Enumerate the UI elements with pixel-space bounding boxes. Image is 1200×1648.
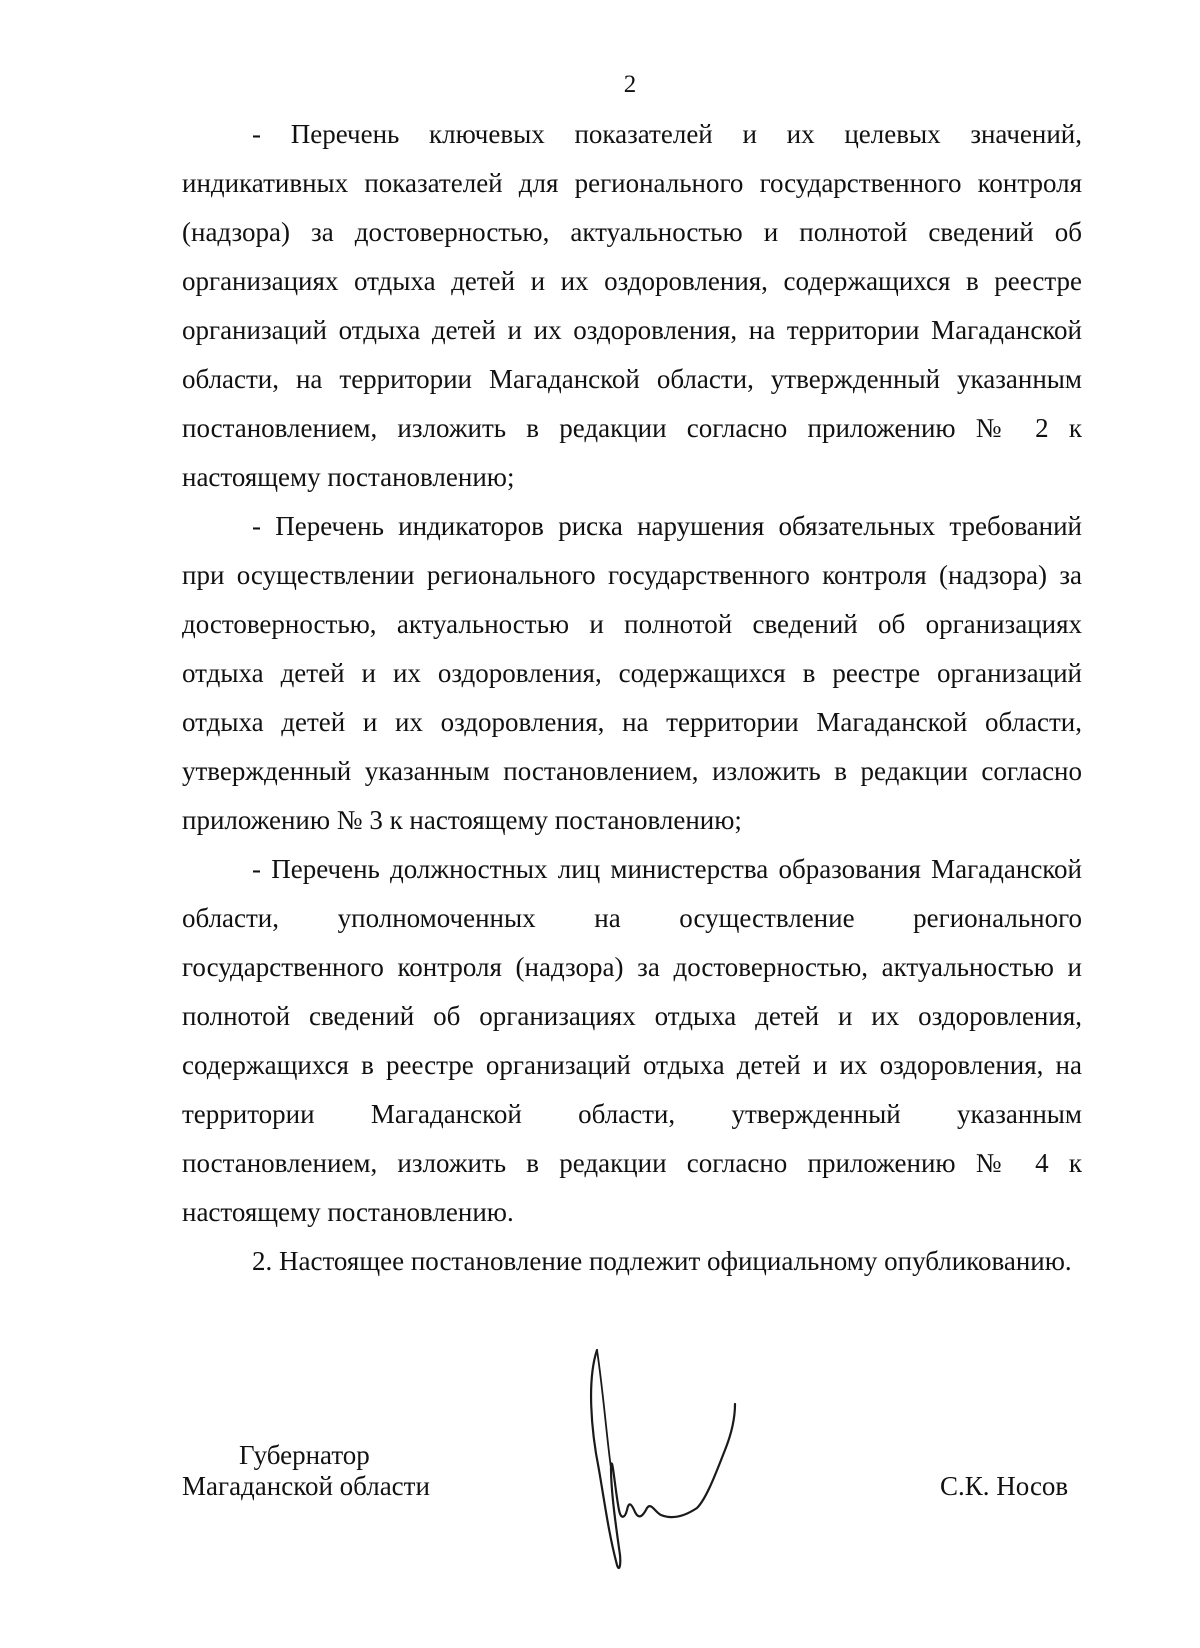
document-body	[182, 110, 1082, 1286]
position-region: Магаданской области	[182, 1471, 430, 1501]
page-number: 2	[623, 71, 637, 98]
paragraph-risk-indicators-list: - Перечень индикаторов риска нарушения обязательных требований при осуществлении регионального государственного контроля (надзора) за достоверностью, актуальностью и полнотой сведений об организациях отдыха детей и их оздоровления, содержащихся в реестре организаций отдыха детей и их оздоровления, на территории Магаданской области, утвержденный указанным постановлением, изложить в редакции согласно приложению № 3 к настоящему постановлению;	[182, 511, 1082, 835]
paragraph-key-indicators-list: - Перечень ключевых показателей и их целевых значений, индикативных показателей для регионального государственного контроля (надзора) за достоверностью, актуальностью и полнотой сведений об организациях отдыха детей и их оздоровления, содержащихся в реестре организаций отдыха детей и их оздоровления, на территории Магаданской области, на территории Магаданской области, утвержденный указанным постановлением, изложить в редакции согласно приложению № 2 к настоящему постановлению;	[182, 119, 1082, 492]
signatory-position	[182, 1440, 430, 1502]
paragraph-publication-clause: 2. Настоящее постановление подлежит официальному опубликованию.	[252, 1246, 1072, 1276]
signatory-name: С.К. Носов	[940, 1471, 1069, 1501]
handwritten-signature	[585, 1340, 795, 1580]
position-title: Губернатор	[239, 1440, 370, 1470]
paragraph-officials-list: - Перечень должностных лиц министерства образования Магаданской области, уполномоченных на осуществление регионального государственного контроля (надзора) за достоверностью, актуальностью и полнотой сведений об организациях отдыха детей и их оздоровления, содержащихся в реестре организаций отдыха детей и их оздоровления, на территории Магаданской области, утвержденный указанным постановлением, изложить в редакции согласно приложению № 4 к настоящему постановлению.	[182, 854, 1082, 1227]
